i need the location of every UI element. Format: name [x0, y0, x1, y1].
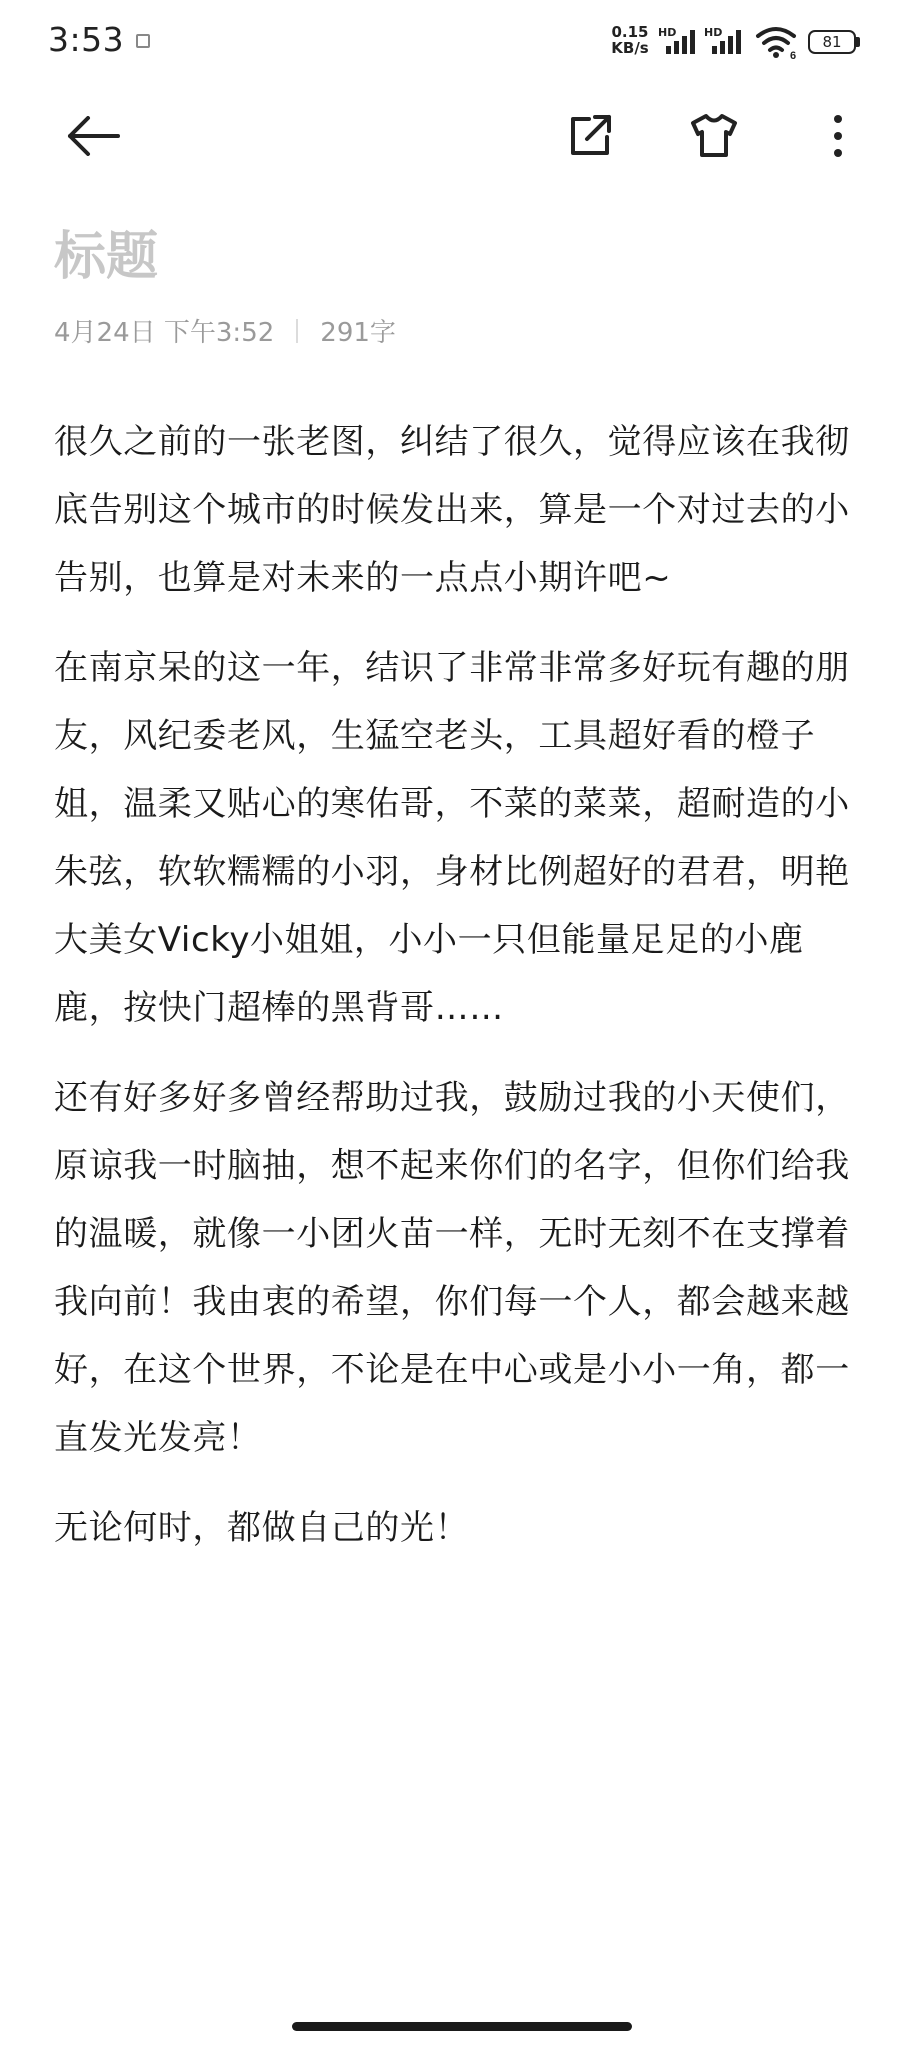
theme-button[interactable]: [678, 100, 750, 172]
note-word-count: 291字: [320, 318, 396, 348]
note-meta: [54, 312, 396, 349]
meta-divider: [296, 319, 298, 343]
arrow-left-icon: [66, 116, 122, 156]
top-toolbar: [0, 96, 922, 176]
share-button[interactable]: [554, 100, 626, 172]
wifi-badge: 6: [790, 50, 797, 60]
battery-icon: [808, 30, 860, 54]
signal-hd-label: HD: [658, 26, 677, 39]
back-button[interactable]: [58, 100, 130, 172]
status-time: 3:53: [48, 20, 125, 59]
note-paragraph: 还有好多好多曾经帮助过我，鼓励过我的小天使们，原谅我一时脑抽，想不起来你们的名字，但你们给我的温暖，就像一小团火苗一样，无时无刻不在支撑着我向前！我由衷的希望，你们每一个人，都会越来越好，在这个世界，不论是在中心或是小小一角，都一直发光发亮！: [54, 1078, 850, 1458]
cell-signal-icon: [658, 26, 704, 56]
signal-hd-label-2: HD: [704, 26, 723, 39]
home-indicator[interactable]: [292, 2022, 632, 2031]
network-speed-value: 0.15: [611, 23, 649, 41]
tshirt-icon: [689, 113, 739, 159]
note-paragraph: 很久之前的一张老图，纠结了很久，觉得应该在我彻底告别这个城市的时候发出来，算是一个对过去的小告别，也算是对未来的一点点小期许吧~: [54, 422, 850, 598]
cell-signal-icon-2: [704, 26, 750, 56]
wifi-icon: [754, 24, 798, 60]
note-body[interactable]: [54, 408, 872, 1584]
network-speed: [608, 24, 652, 56]
notification-icon: [136, 34, 150, 48]
share-export-icon: [567, 113, 613, 159]
status-bar: [0, 0, 922, 84]
more-vertical-icon: [832, 114, 844, 158]
note-date: 4月24日 下午3:52: [54, 318, 275, 348]
note-paragraph: 无论何时，都做自己的光！: [54, 1508, 470, 1548]
battery-level: 81: [808, 30, 856, 54]
note-paragraph: 在南京呆的这一年，结识了非常非常多好玩有趣的朋友，风纪委老风，生猛空老头，工具超好看的橙子姐，温柔又贴心的寒佑哥，不菜的菜菜，超耐造的小朱弦，软软糯糯的小羽，身材比例超好的君君，明艳大美女Vicky小姐姐，小小一只但能量足足的小鹿鹿，按快门超棒的黑背哥……: [54, 648, 850, 1028]
network-speed-unit: KB/s: [611, 39, 649, 57]
more-button[interactable]: [802, 100, 874, 172]
note-title-input[interactable]: 标题: [54, 227, 159, 287]
